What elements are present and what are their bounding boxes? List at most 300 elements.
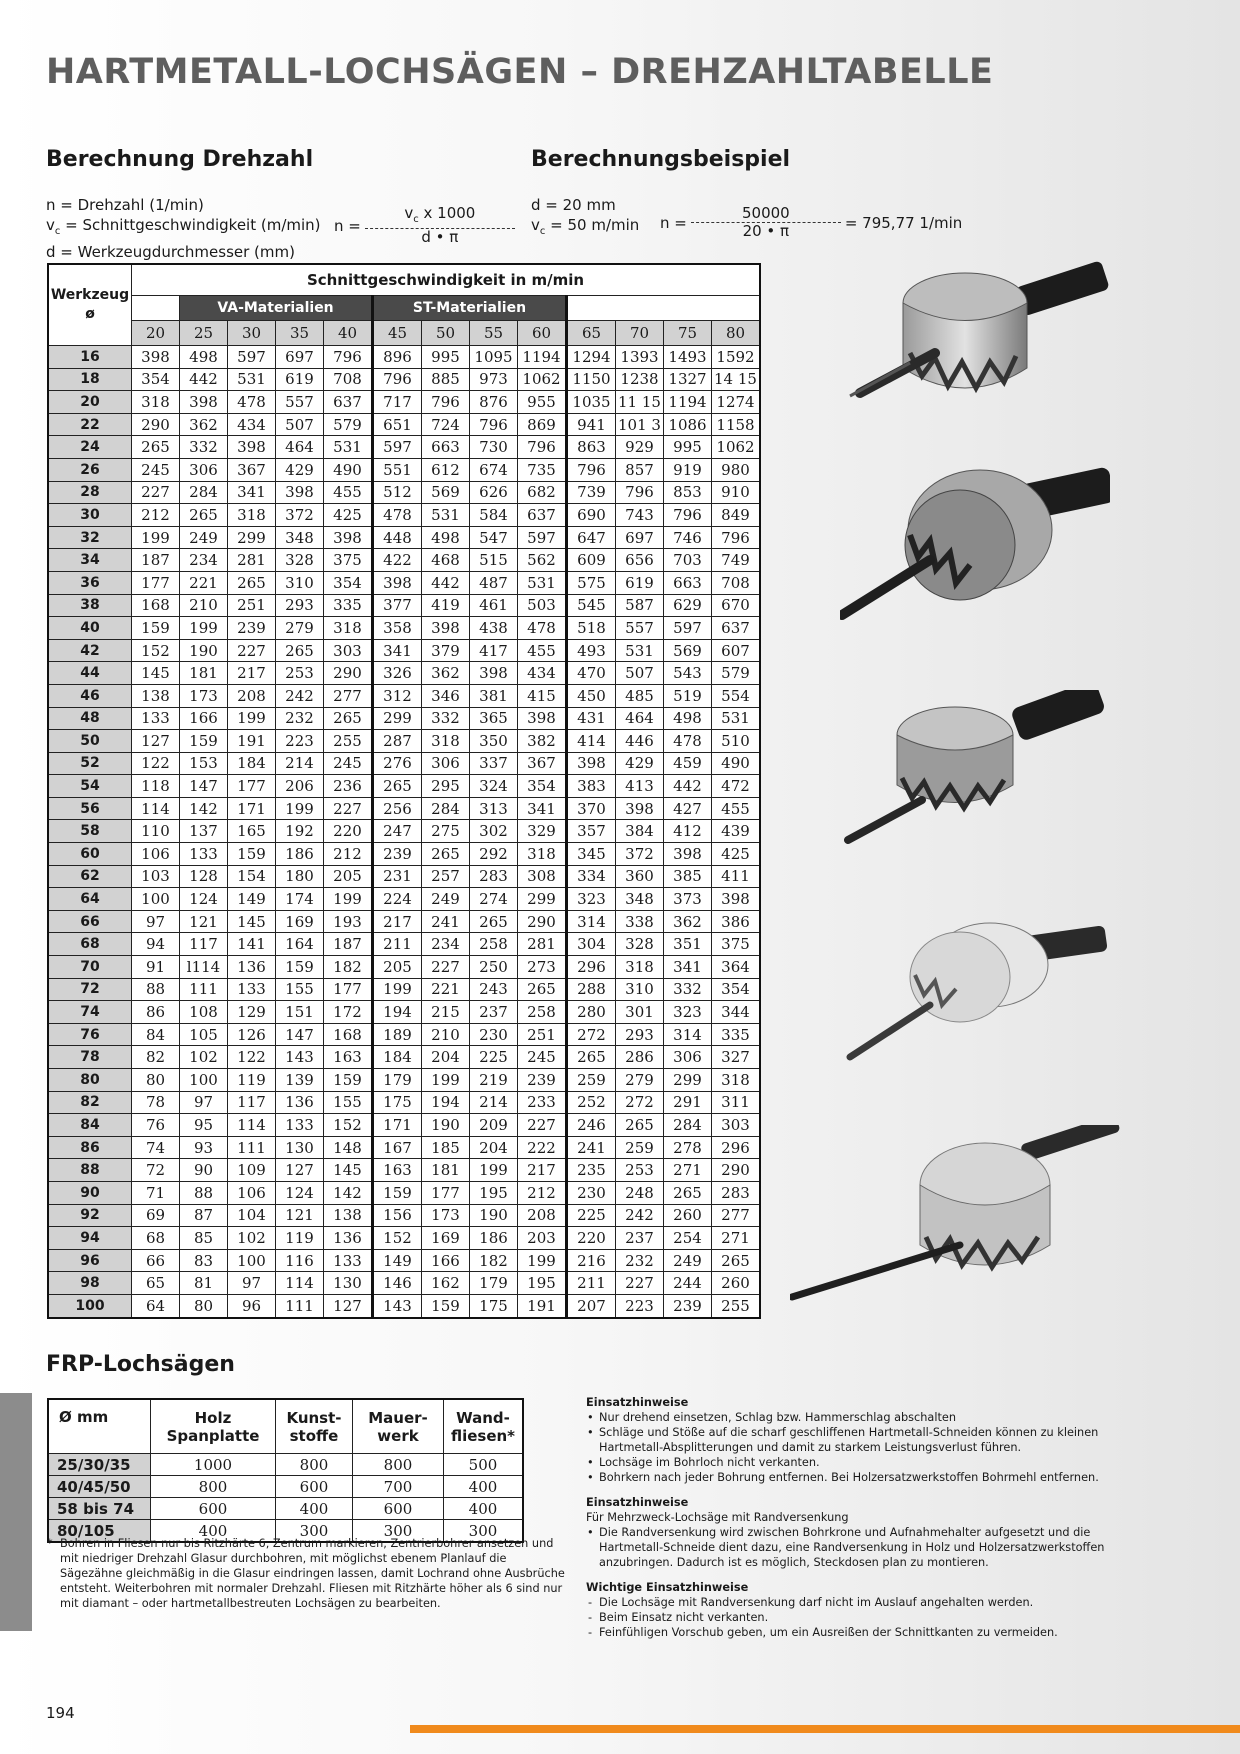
table-row [48, 368, 760, 391]
rpm-cell: 154 [228, 865, 276, 888]
rpm-cell: 431 [567, 707, 616, 730]
rpm-cell: 995 [422, 346, 470, 369]
diameter-cell: 76 [48, 1023, 132, 1046]
table-row [48, 1294, 760, 1317]
rpm-cell: 796 [616, 481, 664, 504]
rpm-cell: 133 [324, 1249, 373, 1272]
rpm-cell: 118 [132, 775, 180, 798]
rpm-cell: 194 [373, 1001, 422, 1024]
table-row [48, 1023, 760, 1046]
frp-rpm-cell: 400 [444, 1476, 524, 1498]
rpm-cell: 656 [616, 549, 664, 572]
rpm-cell: 168 [324, 1023, 373, 1046]
rpm-cell: 85 [180, 1227, 228, 1250]
rpm-cell: 379 [422, 639, 470, 662]
frp-rpm-cell: 500 [444, 1454, 524, 1476]
rpm-cell: 147 [180, 775, 228, 798]
rpm-cell: 190 [180, 639, 228, 662]
table-row [48, 956, 760, 979]
rpm-cell: 470 [567, 662, 616, 685]
rpm-cell: 332 [664, 978, 712, 1001]
rpm-cell: 78 [132, 1091, 180, 1114]
rpm-cell: 124 [276, 1181, 324, 1204]
rpm-cell: 485 [616, 684, 664, 707]
rpm-cell: 143 [373, 1294, 422, 1317]
rpm-cell: 1194 [664, 391, 712, 414]
rpm-cell: 119 [228, 1069, 276, 1092]
rpm-cell: 224 [373, 888, 422, 911]
rpm-cell: 370 [567, 797, 616, 820]
rpm-cell: 142 [324, 1181, 373, 1204]
rpm-cell: l114 [180, 956, 228, 979]
rpm-cell: 97 [228, 1272, 276, 1295]
table-row [48, 594, 760, 617]
rpm-cell: 929 [616, 436, 664, 459]
rpm-cell: 398 [712, 888, 761, 911]
rpm-cell: 265 [422, 843, 470, 866]
rpm-cell: 354 [324, 571, 373, 594]
rpm-cell: 743 [616, 504, 664, 527]
rpm-cell: 398 [518, 707, 567, 730]
rpm-cell: 425 [712, 843, 761, 866]
table-row [48, 571, 760, 594]
rpm-cell: 175 [373, 1091, 422, 1114]
notes-heading-1: Einsatzhinweise [586, 1396, 689, 1409]
speed-header: 50 [422, 321, 470, 346]
rpm-cell: 398 [324, 526, 373, 549]
page-number: 194 [46, 1704, 75, 1722]
rpm-cell: 247 [373, 820, 422, 843]
rpm-cell: 114 [276, 1272, 324, 1295]
diameter-cell: 68 [48, 933, 132, 956]
rpm-cell: 233 [518, 1091, 567, 1114]
table-row [48, 1204, 760, 1227]
table-row [48, 1159, 760, 1182]
rpm-cell: 284 [180, 481, 228, 504]
rpm-cell: 354 [712, 978, 761, 1001]
rpm-cell: 735 [518, 458, 567, 481]
note-item: - Beim Einsatz nicht verkanten. [586, 1610, 1106, 1625]
frp-col-mauerwerk: Mauer- werk [353, 1399, 444, 1454]
frp-heading: FRP-Lochsägen [46, 1352, 235, 1377]
diameter-cell: 38 [48, 594, 132, 617]
rpm-cell: 311 [712, 1091, 761, 1114]
frp-row [48, 1454, 523, 1476]
rpm-cell: 299 [373, 707, 422, 730]
rpm-cell: 314 [664, 1023, 712, 1046]
rpm-cell: 241 [567, 1136, 616, 1159]
rpm-cell: 225 [567, 1204, 616, 1227]
rpm-cell: 177 [324, 978, 373, 1001]
rpm-cell: 69 [132, 1204, 180, 1227]
rpm-cell: 192 [276, 820, 324, 843]
table-row [48, 617, 760, 640]
rpm-cell: 276 [373, 752, 422, 775]
diameter-cell: 94 [48, 1227, 132, 1250]
rpm-cell: 227 [228, 639, 276, 662]
rpm-cell: 519 [664, 684, 712, 707]
rpm-cell: 221 [422, 978, 470, 1001]
rpm-cell: 207 [567, 1294, 616, 1317]
rpm-cell: 199 [132, 526, 180, 549]
rpm-cell: 163 [324, 1046, 373, 1069]
rpm-cell: 455 [712, 797, 761, 820]
rpm-cell: 306 [664, 1046, 712, 1069]
rpm-cell: 220 [567, 1227, 616, 1250]
table-row [48, 1069, 760, 1092]
rpm-cell: 277 [324, 684, 373, 707]
rpm-cell: 84 [132, 1023, 180, 1046]
rpm-cell: 217 [518, 1159, 567, 1182]
rpm-cell: 83 [180, 1249, 228, 1272]
diameter-cell: 96 [48, 1249, 132, 1272]
rpm-cell: 446 [616, 730, 664, 753]
rpm-cell: 411 [712, 865, 761, 888]
frp-rpm-cell: 700 [353, 1476, 444, 1498]
calc-heading: Berechnung Drehzahl [46, 147, 314, 172]
rpm-cell: 438 [470, 617, 518, 640]
rpm-cell: 419 [422, 594, 470, 617]
diameter-cell: 88 [48, 1159, 132, 1182]
table-row [48, 1136, 760, 1159]
rpm-cell: 208 [228, 684, 276, 707]
rpm-cell: 87 [180, 1204, 228, 1227]
table-row [48, 1181, 760, 1204]
rpm-cell: 607 [712, 639, 761, 662]
rpm-cell: 296 [712, 1136, 761, 1159]
table-row [48, 481, 760, 504]
note-item: • Nur drehend einsetzen, Schlag bzw. Hammerschlag abschalten [586, 1410, 1106, 1425]
table-row [48, 1227, 760, 1250]
rpm-cell: 205 [324, 865, 373, 888]
rpm-cell: 227 [422, 956, 470, 979]
rpm-cell: 66 [132, 1249, 180, 1272]
rpm-cell: 119 [276, 1227, 324, 1250]
rpm-cell: 184 [228, 752, 276, 775]
rpm-cell: 146 [373, 1272, 422, 1295]
rpm-cell: 364 [712, 956, 761, 979]
rpm-cell: 461 [470, 594, 518, 617]
rpm-cell: 299 [228, 526, 276, 549]
rpm-cell: 498 [180, 346, 228, 369]
rpm-cell: 111 [276, 1294, 324, 1317]
rpm-cell: 82 [132, 1046, 180, 1069]
rpm-cell: 223 [616, 1294, 664, 1317]
rpm-cell: 362 [664, 910, 712, 933]
def-n: n = Drehzahl (1/min) [46, 196, 204, 214]
rpm-cell: 191 [228, 730, 276, 753]
rpm-cell: 1062 [518, 368, 567, 391]
rpm-cell: 191 [518, 1294, 567, 1317]
rpm-cell: 1194 [518, 346, 567, 369]
rpm-cell: 211 [567, 1272, 616, 1295]
speed-header: 80 [712, 321, 761, 346]
rpm-cell: 1062 [712, 436, 761, 459]
rpm-cell: 597 [664, 617, 712, 640]
rpm-cell: 181 [422, 1159, 470, 1182]
rpm-cell: 152 [324, 1114, 373, 1137]
rpm-cell: 674 [470, 458, 518, 481]
rpm-cell: 219 [470, 1069, 518, 1092]
rpm-cell: 106 [228, 1181, 276, 1204]
rpm-cell: 81 [180, 1272, 228, 1295]
diameter-cell: 80 [48, 1069, 132, 1092]
rpm-cell: 239 [373, 843, 422, 866]
rpm-cell: 398 [228, 436, 276, 459]
speed-header: 65 [567, 321, 616, 346]
rpm-cell: 246 [567, 1114, 616, 1137]
rpm-cell: 346 [422, 684, 470, 707]
hole-saw-image-4 [840, 915, 1110, 1065]
rpm-cell: 133 [180, 843, 228, 866]
rpm-cell: 165 [228, 820, 276, 843]
rpm-cell: 796 [712, 526, 761, 549]
rpm-cell: 145 [228, 910, 276, 933]
rpm-cell: 414 [567, 730, 616, 753]
rpm-cell: 110 [132, 820, 180, 843]
rpm-cell: 260 [664, 1204, 712, 1227]
footnote: * Bohren in Fliesen nur bis Ritzhärte 6, Zentrum markieren, Zentrierbohrer ansetzen und mit niedriger Drehzahl Glasur durchbohren, mit möglichst ebenem Planlauf die Sägezähne gleichmäßig in die Glasur eindringen lassen, damit Lochrand ohne Ausbrüche entsteht. Weiterbohren mit normaler Drehzahl. Fliesen mit Ritzhärte höher als 6 sind nur mit diamant – oder hartmetallbestreuten Lochsägen zu bearbeiten. [47, 1537, 565, 1610]
example-definitions [531, 195, 639, 242]
frp-rpm-cell: 400 [444, 1498, 524, 1520]
rpm-cell: 108 [180, 1001, 228, 1024]
table-row [48, 549, 760, 572]
rpm-cell: 129 [228, 1001, 276, 1024]
rpm-cell: 159 [422, 1294, 470, 1317]
rpm-cell: 301 [616, 1001, 664, 1024]
rpm-cell: 442 [664, 775, 712, 798]
rpm-cell: 259 [616, 1136, 664, 1159]
diameter-cell: 92 [48, 1204, 132, 1227]
rpm-cell: 121 [276, 1204, 324, 1227]
rpm-cell: 242 [616, 1204, 664, 1227]
rpm-cell: 547 [470, 526, 518, 549]
rpm-cell: 1393 [616, 346, 664, 369]
notes-list-1 [586, 1410, 1106, 1485]
table-row [48, 1001, 760, 1024]
rpm-cell: 217 [373, 910, 422, 933]
def-vc: $v_c$ = Schnittgeschwindigkeit (m/min) [46, 216, 321, 237]
rpm-cell: 166 [422, 1249, 470, 1272]
rpm-cell: 490 [712, 752, 761, 775]
frp-diameter-cell: 58 bis 74 [48, 1498, 151, 1520]
notes-heading-2: Einsatzhinweise [586, 1496, 689, 1509]
rpm-cell: 184 [373, 1046, 422, 1069]
rpm-cell: 464 [616, 707, 664, 730]
rpm-cell: 185 [422, 1136, 470, 1159]
rpm-cell: 455 [518, 639, 567, 662]
rpm-cell: 106 [132, 843, 180, 866]
rpm-cell: 236 [324, 775, 373, 798]
diameter-cell: 20 [48, 391, 132, 414]
rpm-cell: 180 [276, 865, 324, 888]
rpm-cell: 249 [422, 888, 470, 911]
rpm-cell: 562 [518, 549, 567, 572]
rpm-cell: 398 [616, 797, 664, 820]
rpm-cell: 265 [373, 775, 422, 798]
diameter-cell: 32 [48, 526, 132, 549]
note-item: • Die Randversenkung wird zwischen Bohrkrone und Aufnahmehalter aufgesetzt und die Hartmetall-Schneide dient dazu, eine Randversenkung in Holz und Holzersatzwerkstoffen anzubringen. Dadurch ist es möglich, Steckdosen plan zu montieren. [586, 1525, 1106, 1570]
rpm-cell: 412 [664, 820, 712, 843]
rpm-cell: 68 [132, 1227, 180, 1250]
rpm-cell: 354 [132, 368, 180, 391]
rpm-cell: 326 [373, 662, 422, 685]
rpm-cell: 503 [518, 594, 567, 617]
rpm-cell: 159 [180, 730, 228, 753]
rpm-cell: 372 [276, 504, 324, 527]
rpm-cell: 214 [470, 1091, 518, 1114]
rpm-cell: 216 [567, 1249, 616, 1272]
rpm-cell: 425 [324, 504, 373, 527]
rpm-cell: 417 [470, 639, 518, 662]
rpm-cell: 234 [180, 549, 228, 572]
rpm-cell: 531 [616, 639, 664, 662]
rpm-cell: 122 [132, 752, 180, 775]
rpm-cell: 255 [712, 1294, 761, 1317]
rpm-cell: 557 [616, 617, 664, 640]
rpm-cell: 265 [664, 1181, 712, 1204]
rpm-cell: 377 [373, 594, 422, 617]
rpm-cell: 543 [664, 662, 712, 685]
rpm-cell: 159 [373, 1181, 422, 1204]
table-row [48, 1046, 760, 1069]
rpm-cell: 189 [373, 1023, 422, 1046]
rpm-cell: 100 [228, 1249, 276, 1272]
diameter-cell: 62 [48, 865, 132, 888]
rpm-cell: 209 [470, 1114, 518, 1137]
rpm-cell: 104 [228, 1204, 276, 1227]
rpm-cell: 849 [712, 504, 761, 527]
rpm-cell: 136 [324, 1227, 373, 1250]
rpm-cell: 290 [324, 662, 373, 685]
table-row [48, 1249, 760, 1272]
rpm-cell: 286 [616, 1046, 664, 1069]
diameter-cell: 18 [48, 368, 132, 391]
rpm-cell: 413 [616, 775, 664, 798]
rpm-cell: 265 [132, 436, 180, 459]
rpm-cell: 293 [616, 1023, 664, 1046]
speed-header: 55 [470, 321, 518, 346]
table-row [48, 820, 760, 843]
table-row [48, 752, 760, 775]
rpm-cell: 708 [712, 571, 761, 594]
rpm-cell: 490 [324, 458, 373, 481]
rpm-cell: 11 15 [616, 391, 664, 414]
rpm-cell: 498 [422, 526, 470, 549]
diameter-cell: 26 [48, 458, 132, 481]
diameter-cell: 36 [48, 571, 132, 594]
rpm-cell: 90 [180, 1159, 228, 1182]
rpm-cell: 155 [324, 1091, 373, 1114]
rpm-cell: 199 [276, 797, 324, 820]
rpm-cell: 245 [518, 1046, 567, 1069]
frp-rpm-cell: 300 [276, 1520, 353, 1543]
rpm-cell: 629 [664, 594, 712, 617]
rpm-cell: 100 [132, 888, 180, 911]
diameter-cell: 78 [48, 1046, 132, 1069]
diameter-cell: 90 [48, 1181, 132, 1204]
rpm-cell: 663 [664, 571, 712, 594]
rpm-cell: 290 [132, 413, 180, 436]
diameter-cell: 28 [48, 481, 132, 504]
rpm-cell: 111 [228, 1136, 276, 1159]
frp-rpm-cell: 400 [151, 1520, 276, 1543]
rpm-cell: 434 [228, 413, 276, 436]
rpm-cell: 328 [616, 933, 664, 956]
rpm-cell: 254 [664, 1227, 712, 1250]
rpm-cell: 190 [422, 1114, 470, 1137]
rpm-cell: 284 [422, 797, 470, 820]
rpm-cell: 597 [518, 526, 567, 549]
rpm-cell: 255 [324, 730, 373, 753]
rpm-cell: 265 [324, 707, 373, 730]
rpm-cell: 212 [518, 1181, 567, 1204]
table-row [48, 639, 760, 662]
table-row [48, 684, 760, 707]
rpm-cell: 345 [567, 843, 616, 866]
rpm-cell: 312 [373, 684, 422, 707]
rpm-cell: 386 [712, 910, 761, 933]
rpm-cell: 682 [518, 481, 567, 504]
table-row [48, 865, 760, 888]
rpm-cell: 1327 [664, 368, 712, 391]
rpm-cell: 367 [518, 752, 567, 775]
frp-rpm-cell: 1000 [151, 1454, 276, 1476]
frp-rpm-cell: 300 [353, 1520, 444, 1543]
example-d: d = 20 mm [531, 196, 616, 214]
rpm-cell: 64 [132, 1294, 180, 1317]
rpm-cell: 896 [373, 346, 422, 369]
rpm-cell: 427 [664, 797, 712, 820]
rpm-cell: 187 [132, 549, 180, 572]
rpm-cell: 109 [228, 1159, 276, 1182]
rpm-cell: 375 [712, 933, 761, 956]
rpm-cell: 168 [132, 594, 180, 617]
rpm-cell: 175 [470, 1294, 518, 1317]
rpm-cell: 434 [518, 662, 567, 685]
rpm-cell: 478 [518, 617, 567, 640]
rpm-cell: 121 [180, 910, 228, 933]
rpm-cell: 415 [518, 684, 567, 707]
rpm-cell: 249 [180, 526, 228, 549]
rpm-cell: 190 [470, 1204, 518, 1227]
note-item: • Lochsäge im Bohrloch nicht verkanten. [586, 1455, 1106, 1470]
rpm-cell: 318 [518, 843, 567, 866]
rpm-cell: 597 [373, 436, 422, 459]
rpm-cell: 557 [276, 391, 324, 414]
rpm-cell: 472 [712, 775, 761, 798]
hole-saw-image-1 [840, 258, 1110, 438]
rpm-cell: 195 [518, 1272, 567, 1295]
rpm-cell: 318 [616, 956, 664, 979]
rpm-cell: 194 [422, 1091, 470, 1114]
rpm-cell: 203 [518, 1227, 567, 1250]
rpm-cell: 130 [276, 1136, 324, 1159]
rpm-cell: 71 [132, 1181, 180, 1204]
rpm-cell: 362 [422, 662, 470, 685]
diameter-cell: 72 [48, 978, 132, 1001]
rpm-cell: 324 [470, 775, 518, 798]
diameter-cell: 74 [48, 1001, 132, 1024]
table-row [48, 910, 760, 933]
rpm-cell: 626 [470, 481, 518, 504]
rpm-cell: 1238 [616, 368, 664, 391]
page-title: HARTMETALL-LOCHSÄGEN – DREHZAHLTABELLE [46, 52, 994, 92]
rpm-cell: 227 [324, 797, 373, 820]
rpm-cell: 367 [228, 458, 276, 481]
rpm-cell: 151 [276, 1001, 324, 1024]
rpm-cell: 179 [373, 1069, 422, 1092]
